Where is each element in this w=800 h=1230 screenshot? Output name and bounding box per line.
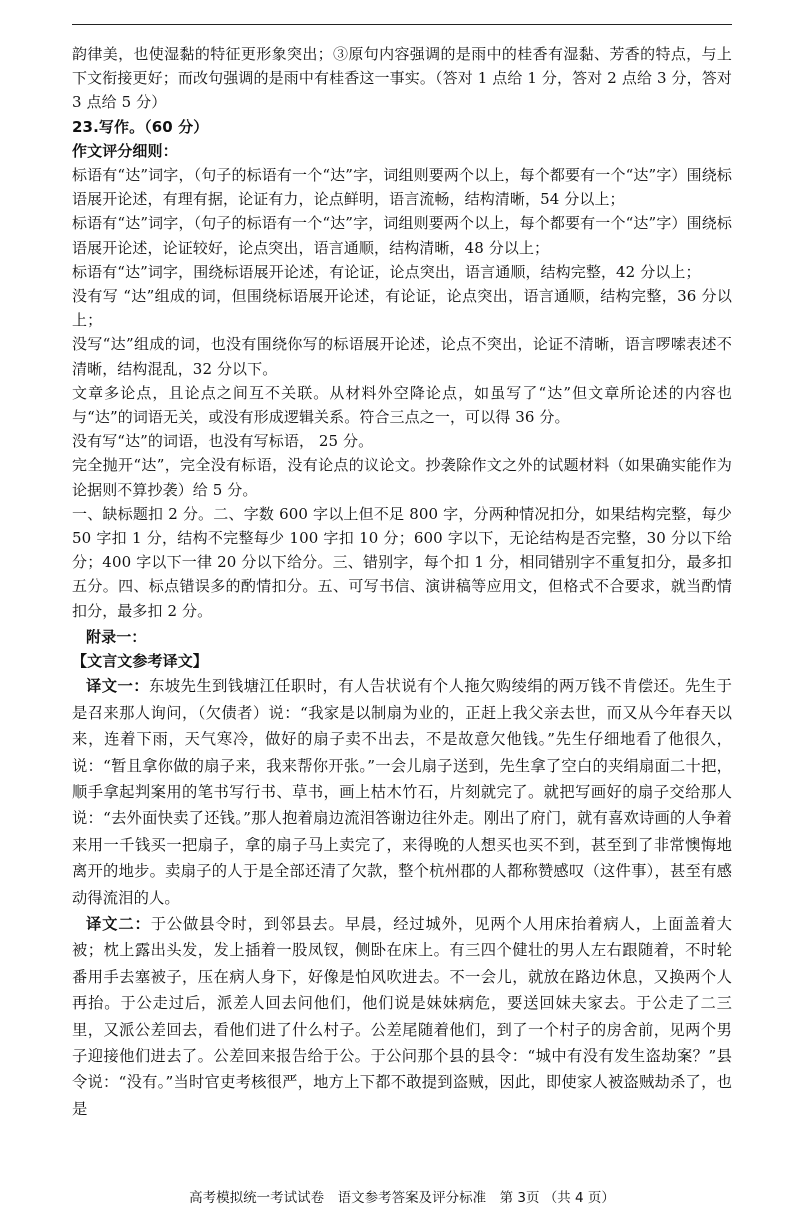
section-title: 23.写作。（60 分） — [72, 117, 209, 136]
rubric-item: 标语有“达”词字，围绕标语展开论述，有论证，论点突出，语言通顺，结构完整，42 分以上； — [72, 262, 701, 281]
rubric-item: 文章多论点，且论点之间互不关联。从材料外空降论点，如虽写了“达”但文章所论述的内容也与“达”的词语无关，或没有形成逻辑关系。符合三点之一，可以得 36 分。 — [72, 383, 732, 427]
rubric-item: 没有写 “达”组成的词，但围绕标语展开论述，有论证，论点突出，语言通顺，结构完整，36 分以上； — [72, 287, 732, 330]
rubric-title: 作文评分细则： — [72, 141, 178, 160]
rubric-item: 一、缺标题扣 2 分。二、字数 600 字以上但不足 800 字，分两种情况扣分，如果结构完整，每少 50 字扣 1 分，结构不完整每少 100 字扣 10 分；600 字以下，无论结构是否完整，30 分以下给分；400 字以下一律 20 分以下给分。三、错别字，每个扣 1 分，相同错别字不重复扣分，最多扣五分。四、标点错误多的酌情扣分。五、可写书信、演讲稿等应用文，但格式不合要求，就当酌情扣分，最多扣 2 分。 — [72, 504, 732, 620]
translation-paragraph — [72, 911, 732, 1122]
page-footer: 高考模拟统一考试试卷 语文参考答案及评分标准 第 3页 （共 4 页） — [189, 1190, 615, 1206]
page-content — [72, 42, 732, 1122]
translation-text: 东坡先生到钱塘江任职时，有人告状说有个人拖欠购绫绢的两万钱不肯偿还。先生于是召来那人询问，（欠债者）说：“我家是以制扇为业的，正赶上我父亲去世，而又从今年春天以来，连着下雨，天气寒冷，做好的扇子卖不出去，不是故意欠他钱。”先生仔细地看了他很久，说：“暂且拿你做的扇子来，我来帮你开张。”一会儿扇子送到，先生拿了空白的夹绢扇面二十把，顺手拿起判案用的笔书写行书、草书，画上枯木竹石，片刻就完了。就把写画好的扇子交给那人说：“去外面快卖了还钱。”那人抱着扇边流泪答谢边往外走。刚出了府门，就有喜欢诗画的人争着来用一千钱买一把扇子，拿的扇子马上卖完了，来得晚的人想买也买不到，甚至到了非常懊悔地离开的地步。卖扇子的人于是全部还清了欠款，整个杭州郡的人都称赞感叹（这件事），甚至有感动得流泪的人。 — [72, 677, 732, 907]
appendix-title: 附录一： — [86, 627, 147, 646]
top-rule — [72, 24, 732, 25]
rubric-item: 没有写“达”的词语，也没有写标语， 25 分。 — [72, 432, 374, 451]
translation-text: 于公做县令时，到邻县去。早晨，经过城外，见两个人用床抬着病人，上面盖着大被；枕上露出头发，发上插着一股凤钗，侧卧在床上。有三四个健壮的男人左右跟随着，不时轮番用手去塞被子，压在病人身下，好像是怕风吹进去。不一会儿，就放在路边休息，又换两个人再抬。于公走过后，派差人回去问他们，他们说是妹妹病危，要送回妹夫家去。于公走了二三里，又派公差回去，看他们进了什么村子。公差尾随着他们，到了一个村子的房舍前，见两个男子迎接他们进去了。公差回来报告给于公。于公问那个县的县令：“城中有没有发生盗劫案？”县令说：“没有。”当时官吏考核很严，地方上下都不敢提到盗贼，因此，即使家人被盗贼劫杀了，也是 — [72, 914, 732, 1118]
translations — [72, 673, 732, 1122]
document-page — [72, 0, 732, 1230]
intro-paragraph: 韵律美，也使湿黏的特征更形象突出；③原句内容强调的是雨中的桂香有湿黏、芳香的特点，与上下文衔接更好；而改句强调的是雨中有桂香这一事实。（答对 1 点给 1 分，答对 2 点给 3 分，答对 3 点给 5 分） — [72, 45, 732, 112]
rubric-item: 没写“达”组成的词，也没有围绕你写的标语展开论述，论点不突出，论证不清晰，语言啰嗦表述不清晰，结构混乱，32 分以下。 — [72, 335, 732, 378]
translation-title: 【文言文参考译文】 — [72, 652, 208, 671]
translation-lead: 译文二： — [86, 914, 151, 933]
translation-paragraph — [72, 673, 732, 911]
rubric-item: 标语有“达”词字，（句子的标语有一个“达”字，词组则要两个以上，每个都要有一个“达”字）围绕标语展开论述，有理有据，论证有力，论点鲜明，语言流畅，结构清晰，54 分以上； — [72, 166, 732, 209]
rubric-item: 标语有“达”词字，（句子的标语有一个“达”字，词组则要两个以上，每个都要有一个“达”字）围绕标语展开论述，论证较好，论点突出，语言通顺，结构清晰，48 分以上； — [72, 214, 732, 257]
translation-lead: 译文一： — [86, 677, 150, 696]
rubric-item: 完全抛开“达”，完全没有标语，没有论点的议论文。抄袭除作文之外的试题材料（如果确实能作为论据则不算抄袭）给 5 分。 — [72, 456, 732, 499]
